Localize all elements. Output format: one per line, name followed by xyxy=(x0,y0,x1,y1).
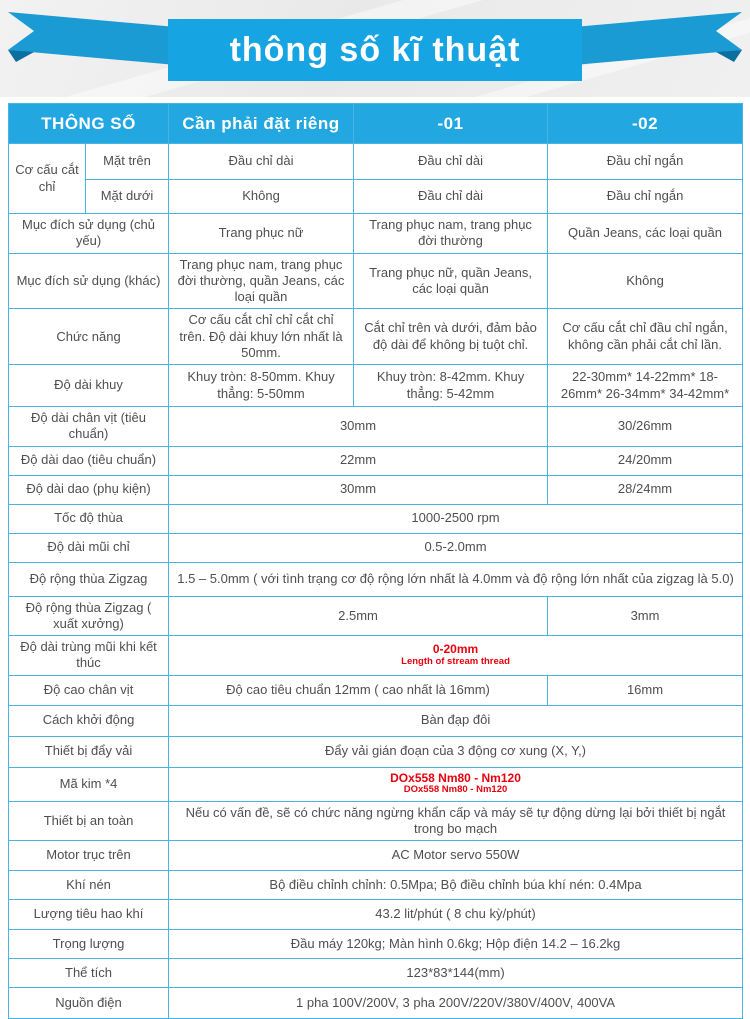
cell-thread-trim-top-m01: Đầu chỉ dài xyxy=(354,144,548,180)
row-stitch-length xyxy=(9,533,743,562)
row-function xyxy=(9,309,743,365)
row-label-knife-std: Độ dài dao (tiêu chuẩn) xyxy=(9,446,169,475)
row-needle xyxy=(9,767,743,801)
cell-volume-value: 123*83*144(mm) xyxy=(169,959,743,988)
row-motor xyxy=(9,841,743,871)
row-thread-trim-top xyxy=(9,144,743,180)
cell-buttonhole-m02: 22-30mm* 14-22mm* 18-26mm* 26-34mm* 34-42mm* xyxy=(548,365,743,407)
row-label-volume: Thể tích xyxy=(9,959,169,988)
cell-main-use-m02: Quần Jeans, các loại quần xyxy=(548,214,743,254)
row-label-start-method: Cách khởi động xyxy=(9,705,169,736)
cell-other-use-m02: Không xyxy=(548,253,743,309)
cell-zigzag-factory-m02: 3mm xyxy=(548,596,743,636)
cell-knife-opt-shared: 30mm xyxy=(169,475,548,504)
row-tail-length xyxy=(9,636,743,676)
cell-zigzag-width-value: 1.5 – 5.0mm ( với tình trạng cơ độ rộng lớn nhất là 4.0mm và độ rộng lớn nhất của zigzag là 5.0) xyxy=(169,562,743,596)
row-label-speed: Tốc độ thùa xyxy=(9,504,169,533)
row-speed xyxy=(9,504,743,533)
cell-other-use-custom: Trang phục nam, trang phục đời thường, quần Jeans, các loại quần xyxy=(169,253,354,309)
cell-thread-trim-bottom-m01: Đầu chỉ dài xyxy=(354,180,548,214)
row-feed-device xyxy=(9,736,743,767)
cell-main-use-m01: Trang phục nam, trang phục đời thường xyxy=(354,214,548,254)
row-label-air-consumption: Lượng tiêu hao khí xyxy=(9,900,169,930)
row-air xyxy=(9,871,743,900)
spec-table xyxy=(8,103,743,1019)
cell-motor-value: AC Motor servo 550W xyxy=(169,841,743,871)
sub-label-top-side: Mặt trên xyxy=(86,144,169,180)
row-label-main-use: Mục đích sử dụng (chủ yếu) xyxy=(9,214,169,254)
header-param: THÔNG SỐ xyxy=(9,104,169,144)
tail-length-note: Length of stream thread xyxy=(401,655,510,667)
row-start-method xyxy=(9,705,743,736)
row-label-zigzag-factory: Độ rộng thùa Zigzag ( xuất xưởng) xyxy=(9,596,169,636)
tail-length-main: 0-20mm xyxy=(432,641,479,656)
cell-weight-value: Đầu máy 120kg; Màn hình 0.6kg; Hộp điện 14.2 – 16.2kg xyxy=(169,930,743,959)
row-label-foot-height: Độ cao chân vịt xyxy=(9,675,169,705)
cell-safety-value: Nếu có vấn đề, sẽ có chức năng ngừng khẩn cấp và máy sẽ tự động dừng lại bởi thiết bị ngắt trong bo mạch xyxy=(169,801,743,841)
cell-knife-std-shared: 22mm xyxy=(169,446,548,475)
cell-function-m01: Cắt chỉ trên và dưới, đảm bảo độ dài để không bị tuột chỉ. xyxy=(354,309,548,365)
row-label-other-use: Mục đích sử dụng (khác) xyxy=(9,253,169,309)
cell-knife-opt-m02: 28/24mm xyxy=(548,475,743,504)
row-label-buttonhole-length: Độ dài khuy xyxy=(9,365,169,407)
cell-thread-trim-bottom-m02: Đầu chỉ ngắn xyxy=(548,180,743,214)
row-label-needle: Mã kim *4 xyxy=(9,767,169,801)
cell-thread-trim-top-custom: Đầu chỉ dài xyxy=(169,144,354,180)
row-label-power: Nguồn điện xyxy=(9,988,169,1019)
cell-air-consumption-value: 43.2 lit/phút ( 8 chu kỳ/phút) xyxy=(169,900,743,930)
row-safety xyxy=(9,801,743,841)
cell-air-value: Bộ điều chỉnh chỉnh: 0.5Mpa; Bộ điều chỉnh búa khí nén: 0.4Mpa xyxy=(169,871,743,900)
row-label-thread-trim: Cơ cấu cắt chỉ xyxy=(9,144,86,214)
row-label-zigzag-width: Độ rộng thùa Zigzag xyxy=(9,562,169,596)
cell-stitch-length-value: 0.5-2.0mm xyxy=(169,533,743,562)
cell-speed-value: 1000-2500 rpm xyxy=(169,504,743,533)
cell-thread-trim-top-m02: Đầu chỉ ngắn xyxy=(548,144,743,180)
cell-zigzag-factory-shared: 2.5mm xyxy=(169,596,548,636)
row-foot-height xyxy=(9,675,743,705)
header-model-01: -01 xyxy=(354,104,548,144)
cell-main-use-custom: Trang phục nữ xyxy=(169,214,354,254)
row-label-function: Chức năng xyxy=(9,309,169,365)
needle-note: DOx558 Nm80 - Nm120 xyxy=(403,784,508,796)
cell-start-method-value: Bàn đạp đôi xyxy=(169,705,743,736)
row-label-feed-device: Thiết bị đẩy vải xyxy=(9,736,169,767)
cell-feed-device-value: Đẩy vải gián đoạn của 3 động cơ xung (X, Y,) xyxy=(169,736,743,767)
header-model-02: -02 xyxy=(548,104,743,144)
row-knife-opt xyxy=(9,475,743,504)
row-knife-std xyxy=(9,446,743,475)
row-label-safety: Thiết bị an toàn xyxy=(9,801,169,841)
cell-other-use-m01: Trang phục nữ, quần Jeans, các loại quần xyxy=(354,253,548,309)
cell-foot-height-shared: Độ cao tiêu chuẩn 12mm ( cao nhất là 16mm) xyxy=(169,675,548,705)
cell-tail-length-value xyxy=(169,636,743,676)
row-air-consumption xyxy=(9,900,743,930)
header-row xyxy=(9,104,743,144)
cell-function-m02: Cơ cấu cắt chỉ đầu chỉ ngắn, không cần phải cắt chỉ lần. xyxy=(548,309,743,365)
row-label-stitch-length: Độ dài mũi chỉ xyxy=(9,533,169,562)
sub-label-bottom-side: Mặt dưới xyxy=(86,180,169,214)
row-label-foot-length: Độ dài chân vịt (tiêu chuẩn) xyxy=(9,407,169,447)
row-label-weight: Trọng lượng xyxy=(9,930,169,959)
row-thread-trim-bottom xyxy=(9,180,743,214)
row-label-knife-opt: Độ dài dao (phụ kiện) xyxy=(9,475,169,504)
row-buttonhole-length xyxy=(9,365,743,407)
row-power xyxy=(9,988,743,1019)
needle-main: DOx558 Nm80 - Nm120 xyxy=(390,770,521,785)
page-title: thông số kĩ thuật xyxy=(229,31,521,69)
cell-needle-value xyxy=(169,767,743,801)
header-custom-order: Cần phải đặt riêng xyxy=(169,104,354,144)
row-label-air: Khí nén xyxy=(9,871,169,900)
row-label-motor: Motor trục trên xyxy=(9,841,169,871)
cell-knife-std-m02: 24/20mm xyxy=(548,446,743,475)
row-volume xyxy=(9,959,743,988)
row-label-tail-length: Độ dài trùng mũi khi kết thúc xyxy=(9,636,169,676)
cell-function-custom: Cơ cấu cắt chỉ chỉ cắt chỉ trên. Độ dài khuy lớn nhất là 50mm. xyxy=(169,309,354,365)
banner xyxy=(0,0,750,97)
cell-thread-trim-bottom-custom: Không xyxy=(169,180,354,214)
row-other-use xyxy=(9,253,743,309)
cell-buttonhole-custom: Khuy tròn: 8-50mm. Khuy thẳng: 5-50mm xyxy=(169,365,354,407)
row-main-use xyxy=(9,214,743,254)
row-zigzag-factory xyxy=(9,596,743,636)
row-foot-length xyxy=(9,407,743,447)
row-zigzag-width xyxy=(9,562,743,596)
cell-power-value: 1 pha 100V/200V, 3 pha 200V/220V/380V/400V, 400VA xyxy=(169,988,743,1019)
cell-foot-height-m02: 16mm xyxy=(548,675,743,705)
cell-buttonhole-m01: Khuy tròn: 8-42mm. Khuy thẳng: 5-42mm xyxy=(354,365,548,407)
row-weight xyxy=(9,930,743,959)
cell-foot-length-m02: 30/26mm xyxy=(548,407,743,447)
cell-foot-length-shared: 30mm xyxy=(169,407,548,447)
